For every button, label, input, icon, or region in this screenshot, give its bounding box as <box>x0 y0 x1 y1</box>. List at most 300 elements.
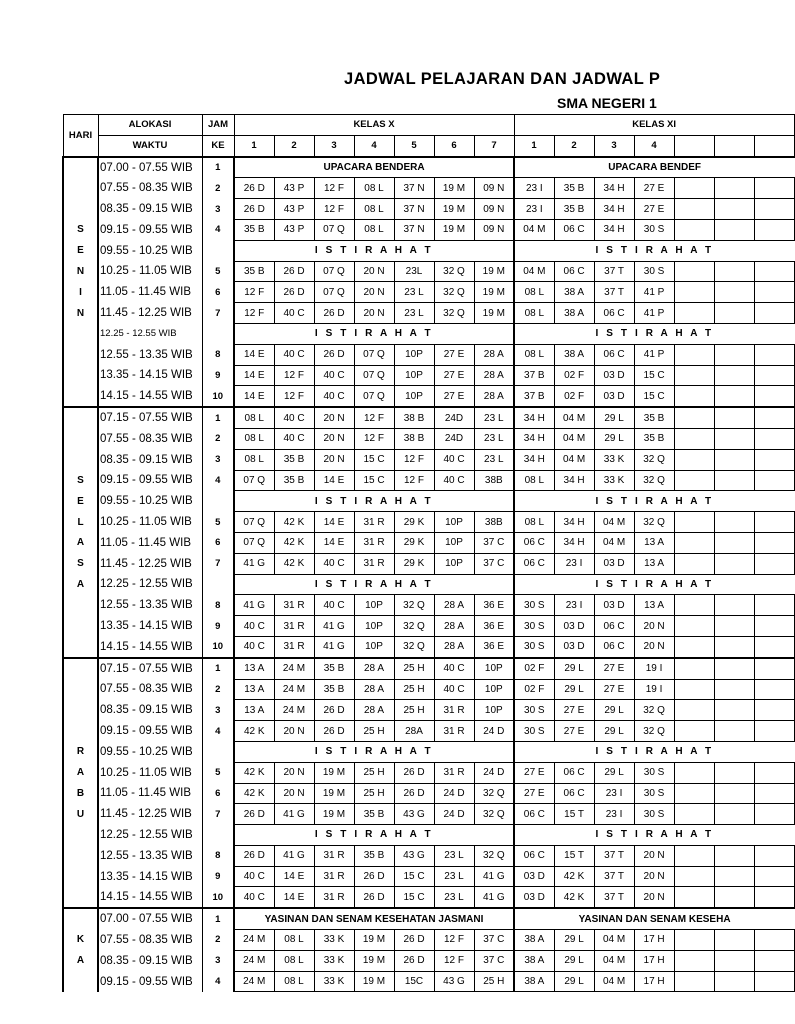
kelas-xi-cell: 23 I <box>554 553 594 574</box>
kelas-xi-cell <box>754 303 794 324</box>
kelas-x-cell: 31 R <box>274 636 314 657</box>
time-slot: 09.15 - 09.55 WIB <box>98 721 202 742</box>
kelas-x-cell: 12 F <box>434 950 474 971</box>
kelas-xi-cell: 37 B <box>514 365 554 386</box>
time-slot: 14.15 - 14.55 WIB <box>98 636 202 657</box>
kelas-x-cell: 10P <box>394 386 434 407</box>
kelas-xi-cell: 30 S <box>514 700 554 721</box>
kelas-xi-cell <box>674 930 714 951</box>
kelas-xi-cell: 27 E <box>634 178 674 199</box>
day-letter: N <box>63 303 98 324</box>
kelas-xi-cell: 34 H <box>514 407 554 428</box>
day-letter: S <box>63 219 98 240</box>
kelas-x-cell: 24 D <box>474 762 514 783</box>
kelas-x-cell: 07 Q <box>234 512 274 533</box>
kelas-x-cell: 08 L <box>274 971 314 992</box>
kelas-x-cell: 41 G <box>474 866 514 887</box>
schedule-row <box>63 700 794 721</box>
kelas-xi-cell: 38 A <box>554 282 594 303</box>
kelas-xi-cell <box>674 512 714 533</box>
day-letter: E <box>63 240 98 261</box>
kelas-xi-cell: 20 N <box>634 636 674 657</box>
day-letter <box>63 199 98 220</box>
kelas-x-cell: 14 E <box>274 866 314 887</box>
jam-number <box>202 741 234 762</box>
kelas-x-cell: 36 E <box>474 595 514 616</box>
schedule-row <box>63 532 794 553</box>
kelas-xi-cell <box>674 700 714 721</box>
kelas-x-cell: 10P <box>434 512 474 533</box>
kelas-xi-cell <box>754 804 794 825</box>
kelas-x-cell: 08 L <box>274 950 314 971</box>
time-slot: 07.15 - 07.55 WIB <box>98 658 202 679</box>
kelas-x-cell: 24 M <box>234 930 274 951</box>
kelas-x-cell: 32 Q <box>434 282 474 303</box>
day-letter: B <box>63 783 98 804</box>
kelas-x-cell: 32 Q <box>474 845 514 866</box>
kelas-xi-cell: 37 T <box>594 887 634 908</box>
schedule-row <box>63 825 794 846</box>
jam-number: 8 <box>202 595 234 616</box>
kelas-xi-cell <box>714 407 754 428</box>
kelas-xi-cell: 03 D <box>554 616 594 637</box>
kelas-xi-cell <box>674 595 714 616</box>
kelas-xi-cell: 06 C <box>554 219 594 240</box>
kelas-xi-cell <box>754 930 794 951</box>
kelas-x-banner: I S T I R A H A T <box>234 323 514 344</box>
kelas-xi-cell <box>674 344 714 365</box>
jam-number: 7 <box>202 553 234 574</box>
kelas-x-cell: 35 B <box>354 845 394 866</box>
schedule-row <box>63 804 794 825</box>
kelas-xi-cell: 03 D <box>594 595 634 616</box>
kelas-xi-cell <box>754 679 794 700</box>
schedule-row <box>63 470 794 491</box>
school-name: SMA NEGERI 1 <box>557 95 657 111</box>
kelas-xi-cell <box>754 845 794 866</box>
kelas-xi-cell <box>754 449 794 470</box>
kelas-xi-cell <box>674 636 714 657</box>
schedule-row <box>63 199 794 220</box>
kelas-x-cell: 15 C <box>354 449 394 470</box>
day-letter <box>63 971 98 992</box>
kelas-x-cell: 31 R <box>314 845 354 866</box>
kelas-xi-cell: 08 L <box>514 282 554 303</box>
day-letter: K <box>63 930 98 951</box>
kelas-xi-cell: 34 H <box>554 532 594 553</box>
kelas-x-cell: 35 B <box>314 658 354 679</box>
kelas-x-cell: 28 A <box>434 616 474 637</box>
schedule-row <box>63 219 794 240</box>
kelas-xi-cell: 03 D <box>514 866 554 887</box>
kelas-xi-cell: 20 N <box>634 845 674 866</box>
day-letter <box>63 679 98 700</box>
kelas-xi-cell <box>714 261 754 282</box>
kelas-x-cell: 28 A <box>474 344 514 365</box>
schedule-row <box>63 679 794 700</box>
kelas-xi-cell: 15 C <box>634 386 674 407</box>
kelas-xi-cell: 08 L <box>514 303 554 324</box>
kelas-x-cell: 14 E <box>274 887 314 908</box>
kelas-x-cell: 31 R <box>314 866 354 887</box>
kelas-x-cell: 28 A <box>474 386 514 407</box>
kelas-x-cell: 31 R <box>274 595 314 616</box>
time-slot: 09.15 - 09.55 WIB <box>98 470 202 491</box>
kelas-x-cell: 23 L <box>474 428 514 449</box>
kelas-xi-cell <box>754 219 794 240</box>
kelas-xi-cell <box>674 449 714 470</box>
jam-number: 7 <box>202 303 234 324</box>
day-letter <box>63 344 98 365</box>
kelas-x-cell: 32 Q <box>474 804 514 825</box>
day-letter <box>63 700 98 721</box>
day-letter: S <box>63 553 98 574</box>
kelas-x-cell: 26 D <box>314 344 354 365</box>
kelas-x-column-number: 6 <box>434 135 474 156</box>
kelas-xi-cell: 34 H <box>594 219 634 240</box>
kelas-xi-cell: 06 C <box>594 616 634 637</box>
kelas-xi-cell: 34 H <box>594 178 634 199</box>
kelas-x-cell: 33 K <box>314 930 354 951</box>
kelas-x-cell: 40 C <box>314 553 354 574</box>
schedule-row <box>63 512 794 533</box>
kelas-xi-cell: 34 H <box>514 428 554 449</box>
kelas-xi-cell: 06 C <box>594 636 634 657</box>
jam-number: 4 <box>202 470 234 491</box>
jam-number: 2 <box>202 679 234 700</box>
kelas-xi-cell: 30 S <box>514 595 554 616</box>
kelas-xi-cell: 30 S <box>634 261 674 282</box>
kelas-x-cell: 31 R <box>314 887 354 908</box>
kelas-x-cell: 14 E <box>234 386 274 407</box>
kelas-xi-cell: 17 H <box>634 930 674 951</box>
kelas-x-cell: 24 D <box>434 804 474 825</box>
kelas-xi-cell: 33 K <box>594 449 634 470</box>
kelas-x-cell: 24 M <box>274 679 314 700</box>
kelas-xi-cell <box>754 386 794 407</box>
kelas-xi-cell <box>754 261 794 282</box>
schedule-row <box>63 845 794 866</box>
kelas-x-cell: 40 C <box>234 866 274 887</box>
kelas-x-cell: 19 M <box>434 219 474 240</box>
kelas-x-cell: 25 H <box>474 971 514 992</box>
kelas-x-cell: 40 C <box>314 365 354 386</box>
kelas-x-cell: 20 N <box>354 261 394 282</box>
kelas-xi-cell: 27 E <box>634 199 674 220</box>
kelas-x-cell: 24D <box>434 428 474 449</box>
kelas-xi-cell <box>674 950 714 971</box>
kelas-xi-cell <box>754 365 794 386</box>
time-slot: 11.45 - 12.25 WIB <box>98 804 202 825</box>
time-slot: 07.55 - 08.35 WIB <box>98 428 202 449</box>
page-title: JADWAL PELAJARAN DAN JADWAL P <box>344 70 661 88</box>
kelas-x-cell: 24 D <box>474 721 514 742</box>
kelas-x-cell: 31 R <box>434 762 474 783</box>
time-slot: 08.35 - 09.15 WIB <box>98 700 202 721</box>
kelas-x-cell: 19 M <box>434 178 474 199</box>
kelas-x-cell: 20 N <box>274 783 314 804</box>
kelas-xi-cell: 29 L <box>594 721 634 742</box>
time-slot: 07.55 - 08.35 WIB <box>98 178 202 199</box>
jam-number: 5 <box>202 512 234 533</box>
kelas-x-cell: 26 D <box>234 178 274 199</box>
kelas-xi-cell <box>714 679 754 700</box>
kelas-x-banner: I S T I R A H A T <box>234 240 514 261</box>
time-slot: 14.15 - 14.55 WIB <box>98 887 202 908</box>
kelas-x-cell: 26 D <box>394 762 434 783</box>
schedule-row <box>63 950 794 971</box>
kelas-xi-cell: 06 C <box>594 303 634 324</box>
kelas-xi-cell <box>714 930 754 951</box>
kelas-x-cell: 36 E <box>474 636 514 657</box>
kelas-x-cell: 41 G <box>274 804 314 825</box>
kelas-xi-cell: 04 M <box>594 971 634 992</box>
time-slot: 10.25 - 11.05 WIB <box>98 762 202 783</box>
schedule-row <box>63 908 794 929</box>
kelas-x-cell: 07 Q <box>354 386 394 407</box>
kelas-xi-cell: 27 E <box>554 700 594 721</box>
kelas-xi-cell <box>714 532 754 553</box>
time-slot: 13.35 - 14.15 WIB <box>98 866 202 887</box>
kelas-xi-cell: 38 A <box>554 344 594 365</box>
day-letter <box>63 825 98 846</box>
kelas-x-cell: 29 K <box>394 553 434 574</box>
kelas-x-cell: 08 L <box>354 219 394 240</box>
kelas-x-cell: 42 K <box>234 783 274 804</box>
kelas-xi-cell <box>674 219 714 240</box>
kelas-xi-cell <box>714 616 754 637</box>
jam-number <box>202 825 234 846</box>
kelas-xi-cell <box>674 679 714 700</box>
kelas-x-cell: 19 M <box>474 303 514 324</box>
kelas-xi-cell: 04 M <box>594 950 634 971</box>
kelas-x-cell: 27 E <box>434 386 474 407</box>
kelas-x-cell: 26 D <box>274 282 314 303</box>
kelas-xi-cell <box>754 658 794 679</box>
kelas-x-column-number: 7 <box>474 135 514 156</box>
kelas-xi-cell <box>714 866 754 887</box>
schedule-row <box>63 887 794 908</box>
kelas-x-cell: 31 R <box>434 700 474 721</box>
time-slot: 10.25 - 11.05 WIB <box>98 512 202 533</box>
kelas-x-cell: 40 C <box>434 679 474 700</box>
kelas-x-cell: 33 K <box>314 950 354 971</box>
kelas-xi-cell <box>754 512 794 533</box>
time-slot: 07.00 - 07.55 WIB <box>98 908 202 929</box>
kelas-xi-cell: 37 T <box>594 282 634 303</box>
day-letter: A <box>63 574 98 595</box>
day-letter <box>63 908 98 929</box>
jam-number <box>202 323 234 344</box>
schedule-table <box>62 114 768 988</box>
schedule-row <box>63 157 794 178</box>
day-letter <box>63 323 98 344</box>
kelas-xi-cell <box>714 386 754 407</box>
kelas-x-cell: 25 H <box>394 700 434 721</box>
kelas-xi-cell <box>754 470 794 491</box>
kelas-xi-cell <box>714 178 754 199</box>
kelas-x-cell: 09 N <box>474 219 514 240</box>
kelas-x-cell: 19 M <box>354 971 394 992</box>
time-slot: 09.15 - 09.55 WIB <box>98 971 202 992</box>
time-slot: 09.55 - 10.25 WIB <box>98 240 202 261</box>
kelas-x-cell: 32 Q <box>394 616 434 637</box>
kelas-xi-cell: 06 C <box>514 845 554 866</box>
kelas-x-cell: 35 B <box>234 261 274 282</box>
kelas-x-cell: 40 C <box>234 636 274 657</box>
kelas-x-column-number: 5 <box>394 135 434 156</box>
day-letter: R <box>63 741 98 762</box>
kelas-x-cell: 12 F <box>354 407 394 428</box>
jam-number: 5 <box>202 762 234 783</box>
kelas-xi-cell <box>714 470 754 491</box>
kelas-xi-cell <box>714 804 754 825</box>
schedule-row <box>63 553 794 574</box>
schedule-row <box>63 783 794 804</box>
kelas-xi-cell <box>714 219 754 240</box>
kelas-x-cell: 10P <box>394 344 434 365</box>
kelas-xi-cell: 37 B <box>514 386 554 407</box>
kelas-x-cell: 09 N <box>474 178 514 199</box>
jam-number: 10 <box>202 386 234 407</box>
schedule-row <box>63 428 794 449</box>
kelas-x-cell: 37 N <box>394 199 434 220</box>
kelas-xi-banner: I S T I R A H A T <box>514 825 794 846</box>
jam-number: 6 <box>202 282 234 303</box>
kelas-xi-cell: 06 C <box>514 532 554 553</box>
time-slot: 12.25 - 12.55 WIB <box>98 323 202 344</box>
kelas-x-cell: 42 K <box>274 553 314 574</box>
kelas-xi-cell: 32 Q <box>634 721 674 742</box>
kelas-xi-cell <box>714 845 754 866</box>
jam-number: 9 <box>202 616 234 637</box>
time-slot: 11.05 - 11.45 WIB <box>98 282 202 303</box>
kelas-xi-cell: 30 S <box>634 762 674 783</box>
jam-number: 5 <box>202 261 234 282</box>
kelas-x-cell: 37 N <box>394 219 434 240</box>
kelas-x-cell: 35 B <box>354 804 394 825</box>
kelas-x-cell: 32 Q <box>474 783 514 804</box>
day-letter <box>63 428 98 449</box>
kelas-xi-cell: 34 H <box>594 199 634 220</box>
kelas-xi-column-number: 1 <box>514 135 554 156</box>
kelas-x-cell: 40 C <box>274 344 314 365</box>
kelas-x-cell: 24 D <box>434 783 474 804</box>
kelas-x-cell: 25 H <box>394 658 434 679</box>
time-slot: 13.35 - 14.15 WIB <box>98 365 202 386</box>
kelas-xi-cell: 06 C <box>554 762 594 783</box>
kelas-x-cell: 19 M <box>354 950 394 971</box>
kelas-x-cell: 19 M <box>314 783 354 804</box>
kelas-x-cell: 12 F <box>314 178 354 199</box>
kelas-xi-cell: 35 B <box>634 407 674 428</box>
kelas-xi-column-number <box>674 135 714 156</box>
jam-number: 2 <box>202 178 234 199</box>
kelas-x-cell: 42 K <box>234 762 274 783</box>
kelas-x-cell: 14 E <box>234 344 274 365</box>
kelas-xi-cell <box>674 971 714 992</box>
kelas-x-cell: 41 G <box>234 595 274 616</box>
kelas-x-cell: 31 R <box>354 532 394 553</box>
kelas-x-column-number: 1 <box>234 135 274 156</box>
time-slot: 11.05 - 11.45 WIB <box>98 532 202 553</box>
kelas-xi-cell: 04 M <box>514 219 554 240</box>
kelas-xi-cell <box>714 636 754 657</box>
kelas-xi-cell: 42 K <box>554 866 594 887</box>
kelas-xi-cell <box>674 407 714 428</box>
kelas-x-cell: 24D <box>434 407 474 428</box>
kelas-xi-cell: 23 I <box>514 178 554 199</box>
kelas-x-cell: 38B <box>474 512 514 533</box>
jam-number: 9 <box>202 365 234 386</box>
kelas-x-cell: 23 L <box>474 407 514 428</box>
schedule-row <box>63 971 794 992</box>
kelas-xi-cell <box>714 303 754 324</box>
kelas-xi-cell <box>754 407 794 428</box>
kelas-xi-cell <box>754 636 794 657</box>
kelas-x-cell: 32 Q <box>394 595 434 616</box>
time-slot: 13.35 - 14.15 WIB <box>98 616 202 637</box>
kelas-xi-cell: 04 M <box>554 428 594 449</box>
kelas-xi-cell: 02 F <box>554 386 594 407</box>
kelas-x-cell: 10P <box>474 700 514 721</box>
jam-number: 4 <box>202 721 234 742</box>
kelas-xi-cell: 23 I <box>554 595 594 616</box>
kelas-x-cell: 26 D <box>354 866 394 887</box>
kelas-x-cell: 24 M <box>234 950 274 971</box>
kelas-x-cell: 41 G <box>314 636 354 657</box>
kelas-x-cell: 20 N <box>354 282 394 303</box>
kelas-x-cell: 19 M <box>474 261 514 282</box>
jam-number <box>202 574 234 595</box>
day-letter: L <box>63 512 98 533</box>
kelas-x-cell: 42 K <box>274 512 314 533</box>
jam-number: 8 <box>202 344 234 365</box>
kelas-x-cell: 42 K <box>234 721 274 742</box>
kelas-x-cell: 23 L <box>474 449 514 470</box>
kelas-xi-cell <box>714 887 754 908</box>
schedule-row <box>63 240 794 261</box>
time-slot: 08.35 - 09.15 WIB <box>98 950 202 971</box>
header-row-1 <box>63 115 794 136</box>
kelas-xi-cell: 33 K <box>594 470 634 491</box>
day-letter <box>63 449 98 470</box>
kelas-xi-cell <box>714 365 754 386</box>
kelas-x-cell: 27 E <box>434 365 474 386</box>
header-row-2 <box>63 135 794 156</box>
kelas-x-cell: 14 E <box>234 365 274 386</box>
kelas-x-cell: 40 C <box>434 470 474 491</box>
kelas-xi-cell: 29 L <box>594 762 634 783</box>
schedule-row <box>63 866 794 887</box>
kelas-x-cell: 12 F <box>354 428 394 449</box>
kelas-xi-cell: 19 I <box>634 679 674 700</box>
kelas-xi-cell <box>754 721 794 742</box>
kelas-x-cell: 10P <box>434 532 474 553</box>
kelas-x-cell: 38 B <box>394 428 434 449</box>
kelas-x-cell: 31 R <box>354 512 394 533</box>
kelas-xi-cell: 32 Q <box>634 700 674 721</box>
kelas-x-cell: 40 C <box>274 303 314 324</box>
jam-number: 4 <box>202 219 234 240</box>
kelas-xi-cell <box>754 950 794 971</box>
kelas-x-cell: 26 D <box>234 845 274 866</box>
kelas-x-cell: 26 D <box>274 261 314 282</box>
kelas-x-cell: 26 D <box>314 721 354 742</box>
kelas-xi-cell: 23 I <box>594 804 634 825</box>
time-slot: 07.55 - 08.35 WIB <box>98 679 202 700</box>
kelas-x-cell: 15 C <box>394 887 434 908</box>
